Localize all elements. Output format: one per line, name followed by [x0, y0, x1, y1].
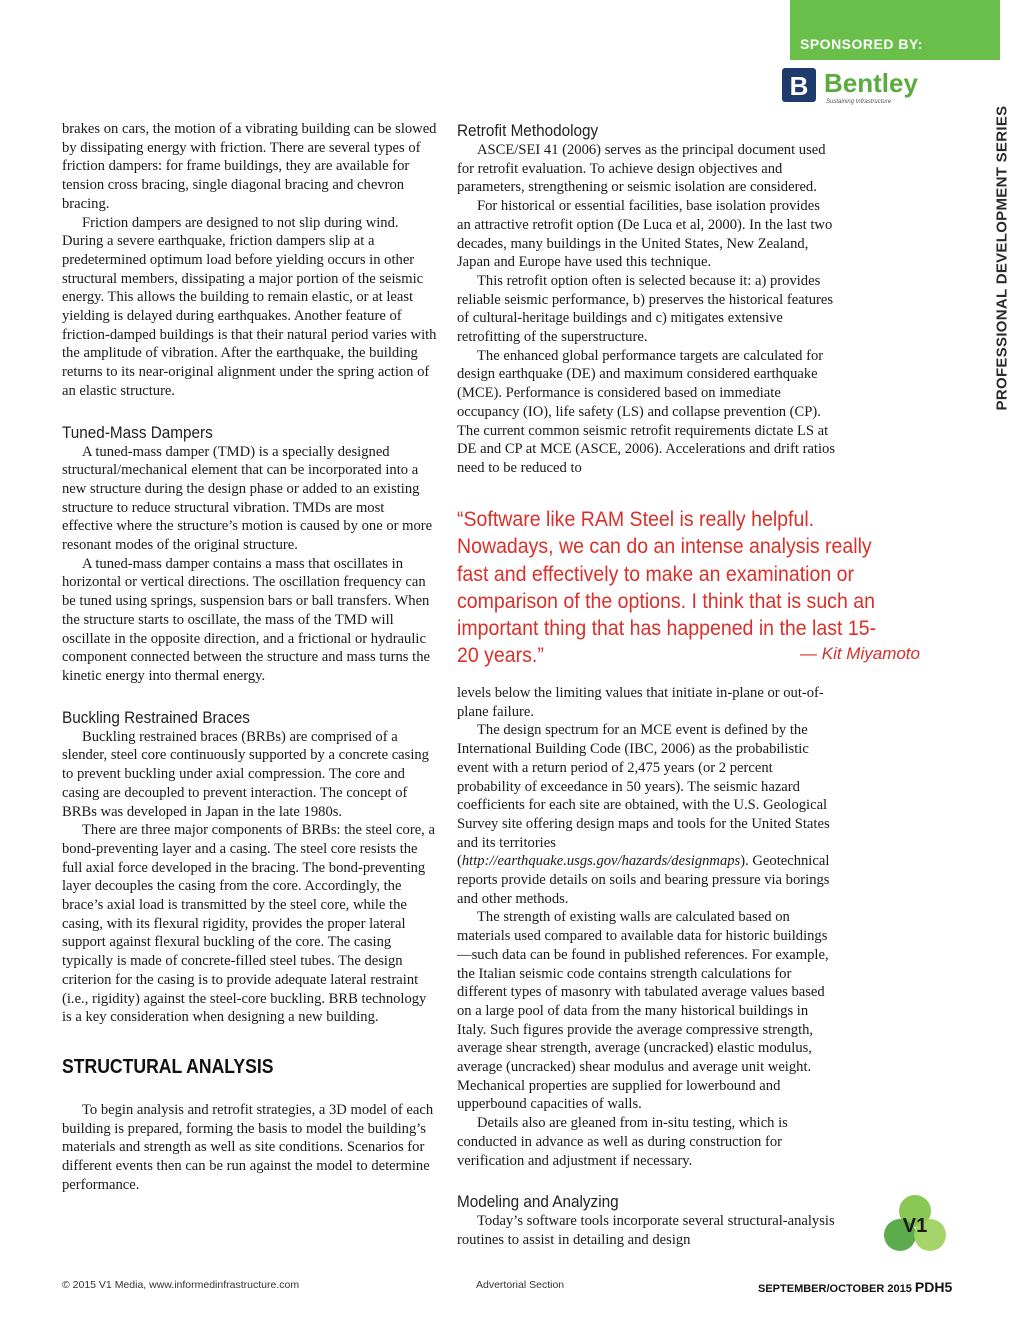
footer-issue-date: SEPTEMBER/OCTOBER 2015: [758, 1283, 912, 1295]
bentley-logo-wordmark: Bentley: [824, 68, 918, 98]
paragraph: Buckling restrained braces (BRBs) are comprised of a slender, steel core continuously supported by a concrete casing to prevent buckling under axial compression. The core and casing are decoupled to prevent interaction. The concept of BRBs was developed in Japan in the late 1980s.: [62, 728, 429, 820]
bentley-logo-mark: B: [789, 71, 809, 101]
paragraph: A tuned-mass damper (TMD) is a specially designed structural/mechanical element that can be incorporated into a new structure during the design phase or added to an existing structure to reduce structural vibration. TMDs are most effective where the structure’s motion is caused by one or more resonant modes of the original structure.: [62, 443, 433, 554]
right-column-bottom: [457, 684, 837, 1250]
v1-logo-text: V1: [902, 1215, 928, 1237]
v1-media-logo[interactable]: [884, 1195, 946, 1255]
subheading-modeling-and-analyzing: Modeling and Analyzing: [457, 1192, 619, 1212]
paragraph: Today’s software tools incorporate several structural-analysis routines to assist in detailing and design: [457, 1213, 835, 1248]
paragraph: This retrofit option often is selected because it: a) provides reliable seismic performance, b) preserves the historical features of cultural-heritage buildings and c) mitigates extensive retrofitting of the superstructure.: [457, 272, 834, 346]
paragraph: brakes on cars, the motion of a vibrating building can be slowed by dissipating energy with friction. There are several types of friction dampers: for frame buildings, they are available for tension cross bracing, single diagonal bracing and chevron bracing.: [62, 121, 437, 212]
footer-copyright: © 2015 V1 Media, www.informedinfrastructure.com: [62, 1279, 300, 1291]
pull-quote-attribution: — Kit Miyamoto: [800, 644, 920, 663]
paragraph: A tuned-mass damper contains a mass that oscillates in horizontal or vertical directions. The oscillation frequency can be tuned using springs, suspension bars or ball transfers. When the structure starts to oscillate, the mass of the TMD will oscillate in the opposite direction, and a frictional or hydraulic component connected between the structure and mass turns the kinetic energy into thermal energy.: [62, 555, 430, 684]
paragraph-text: ). Geotechnical reports provide details on soils and bearing pressure via borings and other methods.: [457, 853, 830, 907]
footer-page-number: PDH5: [914, 1279, 953, 1295]
footer-issue: [758, 1279, 952, 1295]
series-side-label: PROFESSIONAL DEVELOPMENT SERIES: [993, 105, 1011, 411]
paragraph-design-spectrum: [457, 721, 837, 908]
paragraph: levels below the limiting values that initiate in-plane or out-of-plane failure.: [457, 685, 824, 720]
bentley-logo-tagline: Sustaining Infrastructure: [826, 99, 892, 105]
pull-quote: “Software like RAM Steel is really helpful. Nowadays, we can do an intense analysis really fast and effectively to make an examination or comparison of the options. I think that is such an important thing that has happened in the last 15-20 years.”: [457, 508, 877, 668]
paragraph: Details also are gleaned from in-situ testing, which is conducted in advance as well as during construction for verification and adjustment if necessary.: [457, 1115, 788, 1169]
paragraph: ASCE/SEI 41 (2006) serves as the principal document used for retrofit evaluation. To achieve design objectives and parameters, strengthening or seismic isolation are considered.: [457, 142, 826, 196]
usgs-design-maps-link[interactable]: http://earthquake.usgs.gov/hazards/designmaps: [461, 853, 741, 870]
paragraph-text: The design spectrum for an MCE event is defined by the International Building Code (IBC, 2006) as the probabilistic event with a return period of 2,475 years (or 2 percent probability of exceedance in 50 years). The seismic hazard coefficients for each site are obtained, with the U.S. Geological Survey site offering design maps and tools for the United States and its territories (: [457, 722, 830, 870]
paragraph: There are three major components of BRBs: the steel core, a bond-preventing layer and a casing. The steel core resists the full axial force developed in the bracing. The bond-preventing layer decouples the casing from the core. Accordingly, the brace’s axial load is transmitted by the steel core, while the casing, with its flexural rigidity, provides the proper lateral support against flexural buckling of the core. The casing typically is made of concrete-filled steel tubes. The design criterion for the casing is to provide adequate lateral restraint (i.e., rigidity) against the steel-core buckling. BRB technology is a key consideration when designing a new building.: [62, 822, 435, 1026]
paragraph: To begin analysis and retrofit strategies, a 3D model of each building is prepared, forming the basis to model the building’s materials and strength as well as site conditions. Scenarios for different events then can be run against the model to determine performance.: [62, 1101, 434, 1193]
right-column-top: [457, 121, 837, 478]
section-heading-structural-analysis: STRUCTURAL ANALYSIS: [62, 1055, 274, 1078]
left-column: [62, 120, 438, 1194]
paragraph: The strength of existing walls are calculated based on materials used compared to available data for historic buildings—such data can be found in published references. For example, the Italian seismic code contains strength calculations for different types of masonry with tabulated average values based on a large pool of data from the many historical buildings in Italy. Such figures provide the average compressive strength, average shear strength, average (uncracked) elastic modulus, average (uncracked) shear modulus and average unit weight. Mechanical properties are supplied for lowerbound and upperbound capacities of walls.: [457, 909, 829, 1113]
sponsor-label: SPONSORED BY:: [800, 36, 923, 52]
subheading-buckling-restrained-braces: Buckling Restrained Braces: [62, 707, 250, 727]
subheading-tuned-mass-dampers: Tuned-Mass Dampers: [62, 422, 213, 442]
paragraph: The enhanced global performance targets are calculated for design earthquake (DE) and maximum considered earthquake (MCE). Performance is considered based on immediate occupancy (IO), life safety (LS) and collapse prevention (CP). The current common seismic retrofit requirements dictate LS at DE and CP at MCE (ASCE, 2006). Accelerations and drift ratios need to be reduced to: [457, 347, 836, 476]
paragraph: Friction dampers are designed to not slip during wind. During a severe earthquake, friction dampers slip at a predetermined optimum load before yielding occurs in other structural members, dissipating a major portion of the seismic energy. This allows the building to remain elastic, or at least yielding is delayed during earthquakes. Another feature of friction-damped buildings is that their natural period varies with the amplitude of vibration. After the earthquake, the building returns to its near-original alignment under the spring action of an elastic structure.: [62, 214, 437, 399]
subheading-retrofit-methodology: Retrofit Methodology: [457, 121, 599, 140]
footer-section-label: Advertorial Section: [476, 1279, 565, 1291]
bentley-logo[interactable]: [782, 64, 952, 108]
paragraph: For historical or essential facilities, base isolation provides an attractive retrofit option (De Luca et al, 2000). In the last two decades, many buildings in the United States, New Zealand, Japan and Europe have used this technique.: [457, 198, 833, 271]
